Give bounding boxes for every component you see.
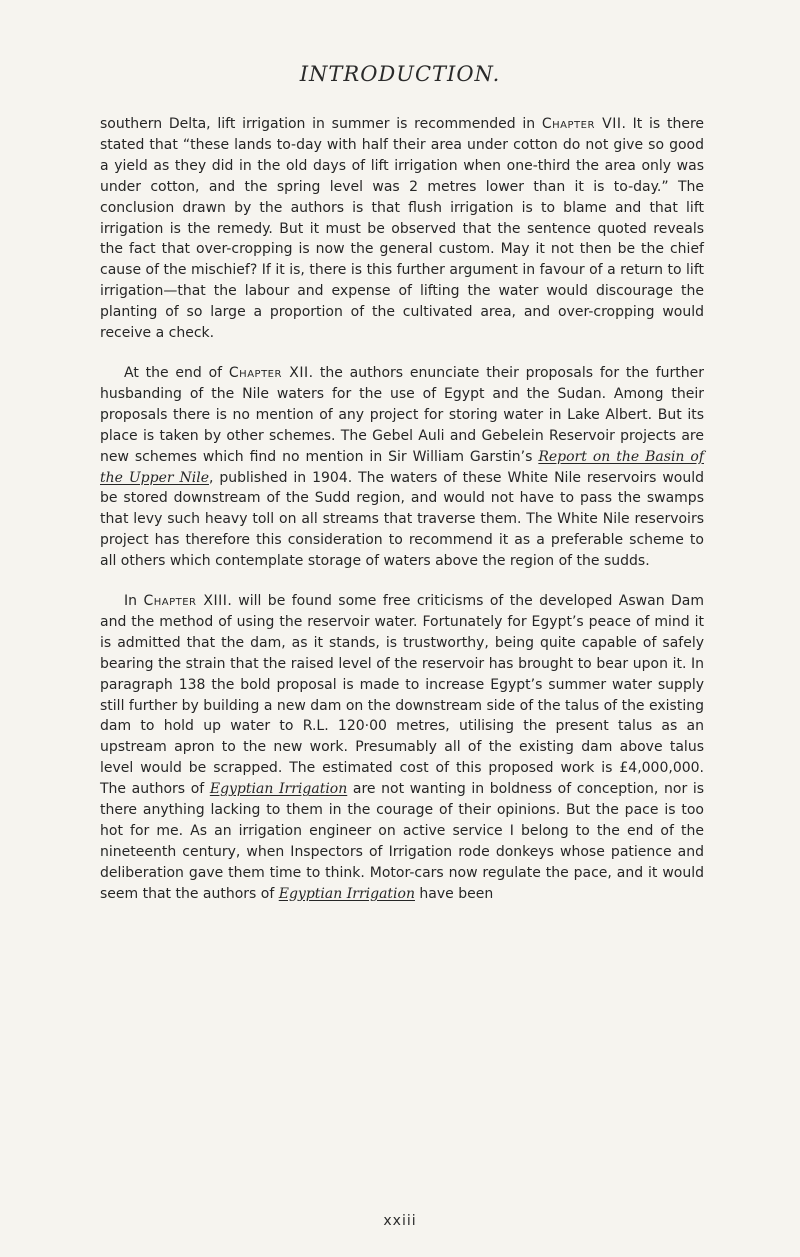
- body-text: [100, 114, 704, 905]
- paragraph-2: [100, 363, 704, 572]
- chapter-ref-vii: Chapter VII: [541, 116, 622, 132]
- paragraph-1-text-1: southern Delta, lift irrigation in summer is recommended in: [100, 116, 542, 132]
- title-ref-egyptian-irrigation-2: Egyptian Irrigation: [278, 885, 415, 902]
- paragraph-1-text-2: . It is there stated that “these lands to-day with half their area under cotton do not give so good a yield as they did in the old days of lift irrigation when one-third the area only was under cotton, and the spring level was 2 metres lower than it is to-day.” The conclusion drawn by the authors is that flush irrigation is to blame and that lift irrigation is the remedy. But it must be observed that the sentence quoted reveals the fact that over-cropping is now the general custom. May it not then be the chief cause of the mischief? If it is, there is this further argument in favour of a return to lift irrigation—that the labour and expense of lifting the water would discourage the planting of so large a proportion of the cultivated area, and over-cropping would receive a check.: [100, 116, 705, 342]
- paragraph-2-text-2: . the authors enunciate their proposals for the further husbanding of the Nile waters for the use of Egypt and the Sudan. Among their proposals there is no mention of any project for storing water in Lake Albert. But its place is taken by other schemes. The Gebel Auli and Gebelein Reservoir projects are new schemes which find no mention in Sir William Garstin’s: [100, 364, 704, 465]
- paragraph-2-text-1: At the end of: [124, 364, 229, 381]
- paragraph-3-text-1: In: [124, 593, 144, 610]
- paragraph-3-text-2: . will be found some free criticisms of the developed Aswan Dam and the method of using the reservoir water. Fortunately for Egypt’s peace of mind it is admitted that the dam, as it stands, is trustworthy, being quite capable of safely bearing the strain that the raised level of the reservoir has brought to bear upon it. In paragraph 138 the bold proposal is made to increase Egypt’s summer water supply still further by building a new dam on the downstream side of the talus of the existing dam to hold up water to R.L. 120·00 metres, utilising the present talus as an upstream apron to the new work. Presumably all of the existing dam above talus level would be scrapped. The estimated cost of this proposed work is £4,000,000. The authors of: [100, 593, 705, 798]
- title-ref-garstin-report: Report on the Basin of the Upper Nile: [100, 448, 704, 486]
- title-ref-egyptian-irrigation-1: Egyptian Irrigation: [209, 781, 348, 798]
- paragraph-2-text-3: , published in 1904. The waters of these White Nile reservoirs would be stored downstream of the Sudd region, and would not have to pass the swamps that levy such heavy toll on all streams that traverse them. The White Nile reservoirs project has therefore this consideration to recommend it as a preferable scheme to all others which contemplate storage of waters above the region of the sudds.: [100, 469, 705, 570]
- paragraph-3: [100, 591, 704, 905]
- running-head: INTRODUCTION.: [299, 62, 501, 86]
- paragraph-1: [100, 114, 704, 344]
- page-number: xxiii: [383, 1213, 417, 1229]
- paragraph-3-text-4: have been: [414, 885, 494, 902]
- chapter-ref-xii: Chapter XII: [228, 364, 309, 381]
- chapter-ref-xiii: Chapter XIII: [143, 593, 228, 610]
- paragraph-3-text-3: are not wanting in boldness of conception, nor is there anything lacking to them in the courage of their opinions. But the pace is too hot for me. As an irrigation engineer on active service I belong to the end of the nineteenth century, when Inspectors of Irrigation rode donkeys whose patience and deliberation gave them time to think. Motor-cars now regulate the pace, and it would seem that the authors of: [100, 781, 705, 902]
